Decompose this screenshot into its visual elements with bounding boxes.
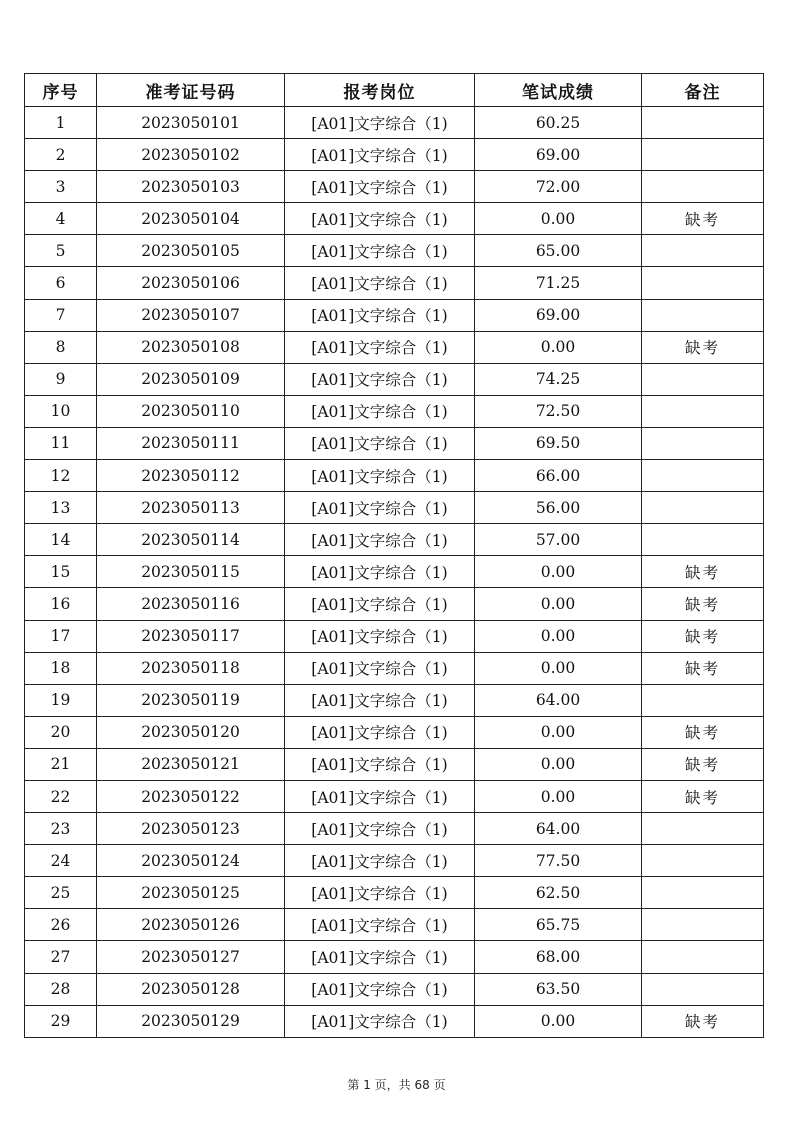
table-row (25, 203, 764, 235)
table-row (25, 941, 764, 973)
remark-cell (642, 684, 764, 716)
position-cell: [A01]文字综合（1) (285, 460, 475, 492)
remark-cell (642, 395, 764, 427)
score-cell: 0.00 (475, 716, 642, 748)
position-cell: [A01]文字综合（1) (285, 748, 475, 780)
ticket-number-cell: 2023050121 (97, 748, 285, 780)
score-cell: 65.75 (475, 909, 642, 941)
remark-cell (642, 139, 764, 171)
ticket-number-cell: 2023050128 (97, 973, 285, 1005)
remark-cell: 缺考 (642, 203, 764, 235)
table-row (25, 845, 764, 877)
ticket-number-cell: 2023050122 (97, 780, 285, 812)
row-index-cell: 2 (25, 139, 97, 171)
position-cell: [A01]文字综合（1) (285, 203, 475, 235)
score-cell: 77.50 (475, 845, 642, 877)
header-row (25, 74, 764, 107)
score-cell: 69.00 (475, 299, 642, 331)
table-row (25, 492, 764, 524)
row-index-cell: 13 (25, 492, 97, 524)
position-cell: [A01]文字综合（1) (285, 877, 475, 909)
score-cell: 0.00 (475, 203, 642, 235)
header-remark: 备注 (642, 74, 764, 107)
position-cell: [A01]文字综合（1) (285, 973, 475, 1005)
table-row (25, 235, 764, 267)
ticket-number-cell: 2023050106 (97, 267, 285, 299)
remark-cell (642, 363, 764, 395)
row-index-cell: 6 (25, 267, 97, 299)
row-index-cell: 18 (25, 652, 97, 684)
position-cell: [A01]文字综合（1) (285, 909, 475, 941)
position-cell: [A01]文字综合（1) (285, 427, 475, 459)
ticket-number-cell: 2023050112 (97, 460, 285, 492)
row-index-cell: 15 (25, 556, 97, 588)
position-cell: [A01]文字综合（1) (285, 652, 475, 684)
row-index-cell: 8 (25, 331, 97, 363)
row-index-cell: 28 (25, 973, 97, 1005)
ticket-number-cell: 2023050124 (97, 845, 285, 877)
remark-cell: 缺考 (642, 748, 764, 780)
remark-cell (642, 171, 764, 203)
score-cell: 0.00 (475, 780, 642, 812)
remark-cell (642, 299, 764, 331)
position-cell: [A01]文字综合（1) (285, 556, 475, 588)
header-position: 报考岗位 (285, 74, 475, 107)
remark-cell (642, 973, 764, 1005)
ticket-number-cell: 2023050119 (97, 684, 285, 716)
table-header (25, 74, 764, 107)
score-cell: 66.00 (475, 460, 642, 492)
position-cell: [A01]文字综合（1) (285, 684, 475, 716)
row-index-cell: 11 (25, 427, 97, 459)
row-index-cell: 27 (25, 941, 97, 973)
ticket-number-cell: 2023050116 (97, 588, 285, 620)
score-cell: 69.00 (475, 139, 642, 171)
table-row (25, 909, 764, 941)
ticket-number-cell: 2023050117 (97, 620, 285, 652)
score-cell: 74.25 (475, 363, 642, 395)
row-index-cell: 4 (25, 203, 97, 235)
ticket-number-cell: 2023050129 (97, 1005, 285, 1037)
header-score: 笔试成绩 (475, 74, 642, 107)
score-cell: 71.25 (475, 267, 642, 299)
score-cell: 65.00 (475, 235, 642, 267)
table-row (25, 780, 764, 812)
remark-cell (642, 107, 764, 139)
ticket-number-cell: 2023050120 (97, 716, 285, 748)
table-row (25, 652, 764, 684)
position-cell: [A01]文字综合（1) (285, 813, 475, 845)
position-cell: [A01]文字综合（1) (285, 492, 475, 524)
table-row (25, 620, 764, 652)
table-row (25, 171, 764, 203)
table-row (25, 556, 764, 588)
ticket-number-cell: 2023050114 (97, 524, 285, 556)
position-cell: [A01]文字综合（1) (285, 267, 475, 299)
score-cell: 64.00 (475, 684, 642, 716)
remark-cell (642, 941, 764, 973)
remark-cell: 缺考 (642, 716, 764, 748)
remark-cell (642, 813, 764, 845)
remark-cell: 缺考 (642, 780, 764, 812)
ticket-number-cell: 2023050126 (97, 909, 285, 941)
remark-cell (642, 427, 764, 459)
row-index-cell: 3 (25, 171, 97, 203)
score-cell: 72.50 (475, 395, 642, 427)
position-cell: [A01]文字综合（1) (285, 716, 475, 748)
row-index-cell: 19 (25, 684, 97, 716)
ticket-number-cell: 2023050118 (97, 652, 285, 684)
ticket-number-cell: 2023050125 (97, 877, 285, 909)
score-cell: 64.00 (475, 813, 642, 845)
remark-cell: 缺考 (642, 331, 764, 363)
score-cell: 63.50 (475, 973, 642, 1005)
ticket-number-cell: 2023050113 (97, 492, 285, 524)
score-cell: 0.00 (475, 620, 642, 652)
remark-cell: 缺考 (642, 620, 764, 652)
row-index-cell: 26 (25, 909, 97, 941)
row-index-cell: 16 (25, 588, 97, 620)
table-row (25, 363, 764, 395)
table-row (25, 267, 764, 299)
ticket-number-cell: 2023050107 (97, 299, 285, 331)
score-cell: 0.00 (475, 1005, 642, 1037)
position-cell: [A01]文字综合（1) (285, 235, 475, 267)
table-row (25, 524, 764, 556)
table-row (25, 588, 764, 620)
table-row (25, 139, 764, 171)
remark-cell: 缺考 (642, 588, 764, 620)
position-cell: [A01]文字综合（1) (285, 941, 475, 973)
row-index-cell: 1 (25, 107, 97, 139)
position-cell: [A01]文字综合（1) (285, 588, 475, 620)
position-cell: [A01]文字综合（1) (285, 845, 475, 877)
position-cell: [A01]文字综合（1) (285, 171, 475, 203)
position-cell: [A01]文字综合（1) (285, 395, 475, 427)
score-cell: 0.00 (475, 331, 642, 363)
position-cell: [A01]文字综合（1) (285, 524, 475, 556)
table-row (25, 331, 764, 363)
row-index-cell: 23 (25, 813, 97, 845)
table-row (25, 427, 764, 459)
position-cell: [A01]文字综合（1) (285, 1005, 475, 1037)
position-cell: [A01]文字综合（1) (285, 107, 475, 139)
ticket-number-cell: 2023050109 (97, 363, 285, 395)
row-index-cell: 29 (25, 1005, 97, 1037)
ticket-number-cell: 2023050111 (97, 427, 285, 459)
table-row (25, 395, 764, 427)
remark-cell: 缺考 (642, 556, 764, 588)
table-row (25, 299, 764, 331)
position-cell: [A01]文字综合（1) (285, 363, 475, 395)
table-row (25, 877, 764, 909)
table-row (25, 1005, 764, 1037)
row-index-cell: 20 (25, 716, 97, 748)
ticket-number-cell: 2023050102 (97, 139, 285, 171)
score-table (24, 73, 764, 1038)
remark-cell (642, 492, 764, 524)
score-cell: 57.00 (475, 524, 642, 556)
ticket-number-cell: 2023050115 (97, 556, 285, 588)
remark-cell (642, 909, 764, 941)
page-footer: 第 1 页，共 68 页 (347, 1078, 446, 1092)
remark-cell: 缺考 (642, 652, 764, 684)
row-index-cell: 14 (25, 524, 97, 556)
position-cell: [A01]文字综合（1) (285, 780, 475, 812)
table-body (25, 107, 764, 1038)
header-ticket-number: 准考证号码 (97, 74, 285, 107)
ticket-number-cell: 2023050123 (97, 813, 285, 845)
row-index-cell: 22 (25, 780, 97, 812)
score-cell: 0.00 (475, 748, 642, 780)
ticket-number-cell: 2023050108 (97, 331, 285, 363)
ticket-number-cell: 2023050105 (97, 235, 285, 267)
row-index-cell: 10 (25, 395, 97, 427)
score-cell: 62.50 (475, 877, 642, 909)
table-row (25, 460, 764, 492)
score-cell: 60.25 (475, 107, 642, 139)
table-row (25, 684, 764, 716)
score-cell: 0.00 (475, 652, 642, 684)
remark-cell (642, 460, 764, 492)
remark-cell: 缺考 (642, 1005, 764, 1037)
ticket-number-cell: 2023050101 (97, 107, 285, 139)
table-row (25, 813, 764, 845)
row-index-cell: 17 (25, 620, 97, 652)
ticket-number-cell: 2023050103 (97, 171, 285, 203)
score-cell: 72.00 (475, 171, 642, 203)
row-index-cell: 25 (25, 877, 97, 909)
header-index: 序号 (25, 74, 97, 107)
position-cell: [A01]文字综合（1) (285, 620, 475, 652)
remark-cell (642, 877, 764, 909)
row-index-cell: 12 (25, 460, 97, 492)
row-index-cell: 21 (25, 748, 97, 780)
ticket-number-cell: 2023050110 (97, 395, 285, 427)
row-index-cell: 9 (25, 363, 97, 395)
row-index-cell: 7 (25, 299, 97, 331)
score-cell: 69.50 (475, 427, 642, 459)
remark-cell (642, 845, 764, 877)
row-index-cell: 24 (25, 845, 97, 877)
position-cell: [A01]文字综合（1) (285, 299, 475, 331)
position-cell: [A01]文字综合（1) (285, 331, 475, 363)
score-cell: 56.00 (475, 492, 642, 524)
table-row (25, 748, 764, 780)
table-row (25, 973, 764, 1005)
remark-cell (642, 267, 764, 299)
score-cell: 0.00 (475, 588, 642, 620)
score-cell: 0.00 (475, 556, 642, 588)
score-cell: 68.00 (475, 941, 642, 973)
ticket-number-cell: 2023050104 (97, 203, 285, 235)
row-index-cell: 5 (25, 235, 97, 267)
position-cell: [A01]文字综合（1) (285, 139, 475, 171)
remark-cell (642, 524, 764, 556)
remark-cell (642, 235, 764, 267)
table-row (25, 716, 764, 748)
table-row (25, 107, 764, 139)
ticket-number-cell: 2023050127 (97, 941, 285, 973)
